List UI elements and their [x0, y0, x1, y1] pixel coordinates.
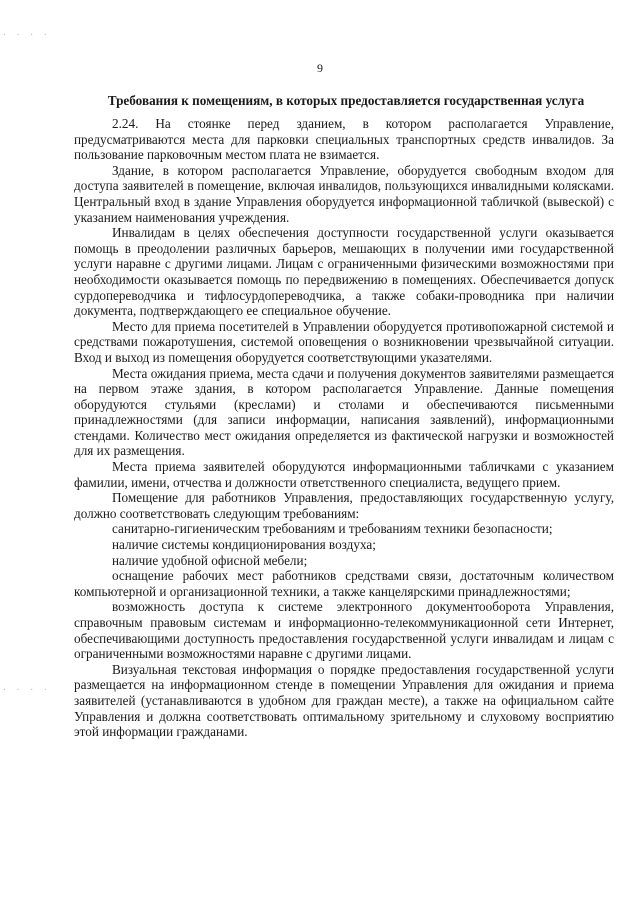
section-heading: Требования к помещениям, в которых предоставляется государственная услуга [107, 93, 585, 108]
paragraph-parking: 2.24. На стоянке перед зданием, в котором располагается Управление, предусматриваются места для парковки специальных транспортных средств инвалидов. За пользование парковочным местом плата не взимается. [74, 116, 614, 163]
paragraph-staff-room: Помещение для работников Управления, предоставляющих государственную услугу, должно соответствовать следующим требованиям: [74, 490, 614, 521]
list-item: возможность доступа к системе электронного документооборота Управления, справочным правовым системам и информационно-телекоммуникационной сети Интернет, обеспечивающими доступность предоставления государственной услуги инвалидам и лицам с ограниченными возможностями наравне с другими лицами. [74, 599, 614, 662]
paragraph-fire-safety: Место для приема посетителей в Управлении оборудуется противопожарной системой и средствами пожаротушения, системой оповещения о возникновении чрезвычайной ситуации. Вход и выход из помещения оборудуется соответствующими указателями. [74, 318, 614, 365]
scan-artifact: · · · · [2, 30, 50, 39]
paragraph-waiting-area: Места ожидания приема, места сдачи и получения документов заявителями размещается на первом этаже здания, в котором располагается Управление. Данные помещения оборудуются стульями (креслами) и столами и обеспечиваются письменными принадлежностями (для записи информации, написания заявлений), информационными стендами. Количество мест ожидания определяется из фактической нагрузки и возможностей для их размещения. [74, 365, 614, 459]
list-item: наличие системы кондиционирования воздуха; [112, 537, 376, 553]
list-item: санитарно-гигиеническим требованиям и требованиям техники безопасности; [112, 521, 553, 537]
document-body [74, 116, 614, 740]
paragraph-visual-info: Визуальная текстовая информация о порядке предоставления государственной услуги размещается на информационном стенде в помещении Управления для ожидания и приема заявителей (устанавливаются в удобном для граждан месте), а также на официальном сайте Управления и должна соответствовать оптимальному зрительному и слуховому восприятию этой информации гражданами. [74, 661, 614, 740]
paragraph-accessibility: Инвалидам в целях обеспечения доступности государственной услуги оказывается помощь в преодолении различных барьеров, мешающих в получении ими государственной услуги наравне с другими лицами. Лицам с ограниченными физическими возможностями при необходимости оказывается помощь по передвижению в помещениях. Обеспечивается допуск сурдопереводчика и тифлосурдопереводчика, а также собаки-проводника при наличии документа, подтверждающего ее специальное обучение. [74, 225, 614, 319]
page-number: 9 [317, 61, 323, 75]
paragraph-entrance: Здание, в котором располагается Управление, оборудуется свободным входом для доступа заявителей в помещение, включая инвалидов, пользующихся инвалидными колясками. Центральный вход в здание Управления оборудуется информационной табличкой (вывеской) с указанием наименования учреждения. [74, 162, 614, 225]
list-item: наличие удобной офисной мебели; [112, 552, 308, 568]
paragraph-reception-signs: Места приема заявителей оборудуются информационными табличками с указанием фамилии, имени, отчества и должности ответственного специалиста, ведущего прием. [74, 459, 614, 490]
list-item: оснащение рабочих мест работников средствами связи, достаточным количеством компьютерной и организационной техники, а также канцелярскими принадлежностями; [74, 568, 614, 599]
scan-artifact: · · · · [2, 685, 50, 694]
